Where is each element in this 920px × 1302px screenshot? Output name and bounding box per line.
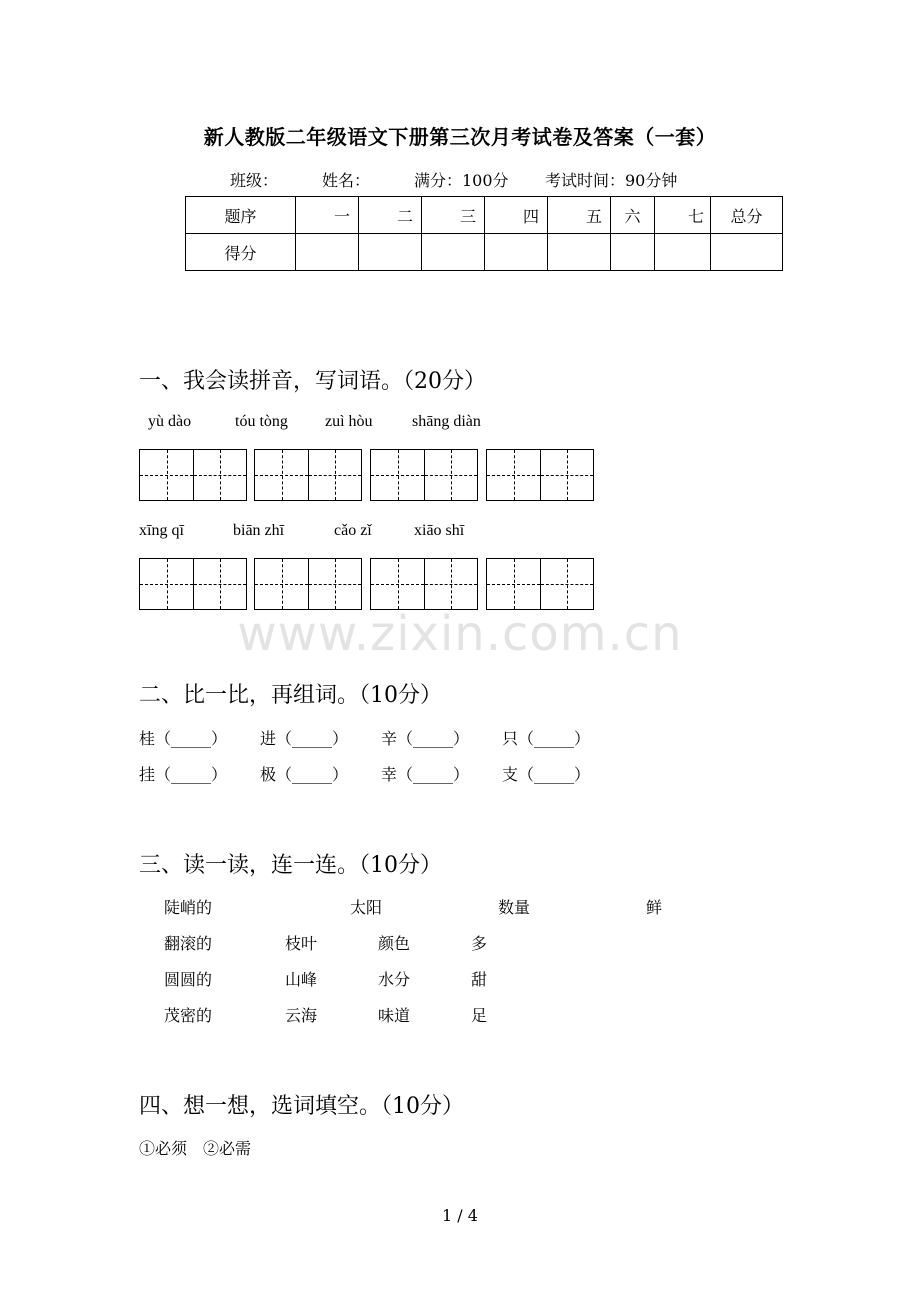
match-item[interactable]: 茂密的 — [164, 1006, 213, 1025]
score-input-cell[interactable] — [296, 234, 359, 271]
match-item[interactable]: 味道 — [378, 1006, 411, 1025]
match-item[interactable]: 水分 — [378, 970, 411, 989]
word-item: 支（_____） — [502, 765, 591, 784]
writing-grid[interactable] — [254, 558, 362, 610]
table-cell: 二 — [359, 197, 422, 234]
table-cell: 得分 — [186, 234, 296, 271]
section2-heading: 二、比一比，再组词。（10分） — [139, 683, 442, 708]
writing-grid[interactable] — [486, 449, 594, 501]
word-item: 进（_____） — [260, 729, 349, 748]
table-cell: 一 — [296, 197, 359, 234]
watermark: www.zixin.com.cn — [237, 606, 683, 662]
match-item[interactable]: 山峰 — [285, 970, 318, 989]
word-item: 挂（_____） — [139, 765, 228, 784]
word-options: ①必须 ②必需 — [139, 1139, 252, 1158]
score-table — [185, 196, 783, 271]
pinyin: xīng qī — [139, 522, 184, 539]
match-item[interactable]: 足 — [471, 1006, 488, 1025]
score-input-cell[interactable] — [611, 234, 655, 271]
score-input-cell[interactable] — [711, 234, 783, 271]
match-item[interactable]: 鲜 — [646, 898, 663, 917]
class-label: 班级： — [230, 171, 279, 190]
match-item[interactable]: 甜 — [471, 970, 488, 989]
word-item: 极（_____） — [260, 765, 349, 784]
score-table-score-row — [186, 234, 783, 271]
match-item[interactable]: 翻滚的 — [164, 934, 213, 953]
table-cell: 题序 — [186, 197, 296, 234]
score-input-cell[interactable] — [655, 234, 711, 271]
match-item[interactable]: 枝叶 — [285, 934, 318, 953]
table-cell: 七 — [655, 197, 711, 234]
pinyin: shāng diàn — [412, 413, 481, 430]
table-cell: 五 — [548, 197, 611, 234]
section3-heading: 三、读一读，连一连。（10分） — [139, 853, 442, 878]
match-item[interactable]: 陡峭的 — [164, 898, 213, 917]
name-label: 姓名： — [322, 171, 371, 190]
page-number: 1 / 4 — [442, 1206, 478, 1225]
table-cell: 三 — [422, 197, 485, 234]
section4-heading: 四、想一想，选词填空。（10分） — [139, 1094, 464, 1119]
match-item[interactable]: 圆圆的 — [164, 970, 213, 989]
word-item: 幸（_____） — [381, 765, 470, 784]
word-item: 只（_____） — [502, 729, 591, 748]
pinyin: tóu tòng — [235, 413, 288, 430]
table-cell: 总分 — [711, 197, 783, 234]
pinyin: yù dào — [148, 413, 192, 430]
writing-grid[interactable] — [254, 449, 362, 501]
score-input-cell[interactable] — [359, 234, 422, 271]
page-title: 新人教版二年级语文下册第三次月考试卷及答案（一套） — [203, 125, 717, 149]
match-item[interactable]: 太阳 — [350, 898, 383, 917]
pinyin: xiāo shī — [414, 522, 465, 539]
pinyin: biān zhī — [233, 522, 285, 539]
writing-grid[interactable] — [139, 449, 247, 501]
table-cell: 四 — [485, 197, 548, 234]
writing-grid[interactable] — [370, 558, 478, 610]
section1-heading: 一、我会读拼音，写词语。（20分） — [139, 369, 486, 394]
word-item: 辛（_____） — [381, 729, 470, 748]
pinyin: zuì hòu — [325, 413, 373, 430]
writing-grid[interactable] — [370, 449, 478, 501]
writing-grid[interactable] — [139, 558, 247, 610]
full-score: 满分：100分 — [414, 171, 509, 190]
score-input-cell[interactable] — [485, 234, 548, 271]
table-cell: 六 — [611, 197, 655, 234]
writing-grid[interactable] — [486, 558, 594, 610]
match-item[interactable]: 云海 — [285, 1006, 318, 1025]
match-item[interactable]: 颜色 — [378, 934, 411, 953]
word-item: 桂（_____） — [139, 729, 228, 748]
score-input-cell[interactable] — [548, 234, 611, 271]
pinyin: cǎo zǐ — [334, 522, 372, 539]
score-input-cell[interactable] — [422, 234, 485, 271]
exam-time: 考试时间：90分钟 — [545, 171, 678, 190]
match-item[interactable]: 多 — [471, 934, 488, 953]
match-item[interactable]: 数量 — [498, 898, 531, 917]
score-table-header-row — [186, 197, 783, 234]
